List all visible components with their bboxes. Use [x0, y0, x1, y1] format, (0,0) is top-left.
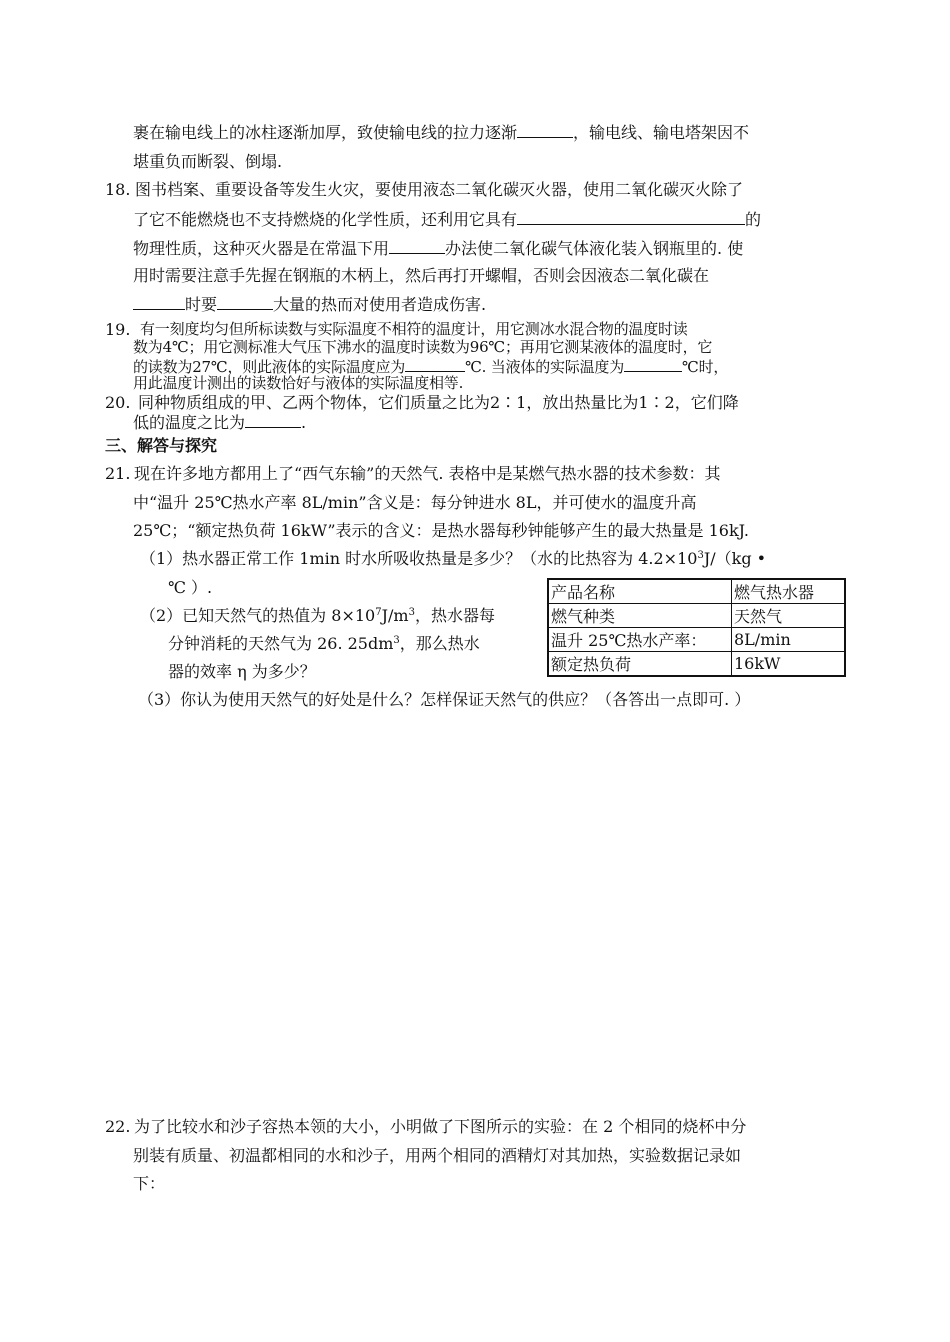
q19-line-2: 数为4℃；用它测标准大气压下沸水的温度时读数为96℃；再用它测某液体的温度时，它	[133, 338, 713, 356]
q20-number: 20.	[105, 393, 131, 412]
q18-line-2: 了它不能燃烧也不支持燃烧的化学性质，还利用它具有 的	[133, 210, 762, 229]
answer-blank[interactable]	[405, 356, 465, 372]
table-row	[548, 652, 845, 677]
answer-blank[interactable]	[245, 412, 301, 428]
q21-part-2-line-3: 器的效率 η 为多少？	[168, 662, 316, 681]
q18-line-5: 时要 大量的热而对使用者造成伤害.	[133, 294, 486, 315]
section-heading: 三、解答与探究	[105, 436, 218, 455]
table-cell: 16kW	[732, 652, 846, 677]
table-row	[548, 604, 845, 628]
q18-number: 18.	[105, 180, 131, 199]
q21-line-1: 现在许多地方都用上了“西气东输”的天然气. 表格中是某燃气热水器的技术参数：其	[134, 464, 721, 483]
table-cell: 温升 25℃热水产率：	[548, 628, 732, 652]
q21-part-2-line-2: 分钟消耗的天然气为 26. $25dm^3$，那么热水	[168, 634, 480, 653]
q17-line-1: 裹在输电线上的冰柱逐渐加厚，致使输电线的拉力逐渐 ，输电线、输电塔架因不	[133, 123, 750, 142]
q22-line-3: 下：	[133, 1174, 166, 1193]
q21-line-3: 25℃；“额定热负荷 16kW”表示的含义：是热水器每秒钟能够产生的最大热量是 16kJ.	[133, 521, 749, 540]
q22-line-1: 为了比较水和沙子容热本领的大小，小明做了下图所示的实验：在 2 个相同的烧杯中分	[134, 1117, 747, 1136]
table-cell: 额定热负荷	[548, 652, 732, 677]
q22-number: 22.	[105, 1117, 131, 1136]
q19-line-1: 有一刻度均匀但所标读数与实际温度不相符的温度计，用它测冰水混合物的温度时读	[140, 320, 688, 338]
q19-line-4: 用此温度计测出的读数恰好与液体的实际温度相等.	[133, 374, 464, 392]
answer-blank[interactable]	[517, 209, 745, 225]
table-cell: 天然气	[732, 604, 846, 628]
q21-part-2-line-1: （2）已知天然气的热值为 $8\times 10^7J/m^3$，热水器每	[140, 606, 495, 625]
table-row	[548, 628, 845, 652]
q18-line-1: 图书档案、重要设备等发生火灾，要使用液态二氧化碳灭火器，使用二氧化碳灭火除了	[135, 180, 744, 199]
table-cell: 燃气种类	[548, 604, 732, 628]
answer-blank[interactable]	[133, 294, 185, 310]
q19-number: 19.	[105, 320, 131, 339]
q21-part-1-cont: ℃ ）.	[168, 578, 213, 597]
q21-line-2: 中“温升 25℃热水产率 8L/min”含义是：每分钟进水 8L，并可使水的温度升高	[133, 493, 697, 512]
table-cell: 产品名称	[548, 579, 732, 604]
q19-line-3: 的读数为27℃，则此液体的实际温度应为 ℃. 当液体的实际温度为 ℃时，	[133, 358, 729, 376]
q18-line-3: 物理性质，这种灭火器是在常温下用 办法使二氧化碳气体液化装入钢瓶里的. 使	[133, 239, 744, 258]
q20-line-2: 低的温度之比为 .	[133, 413, 307, 432]
table-cell: 燃气热水器	[732, 579, 846, 604]
q21-number: 21.	[105, 464, 131, 483]
answer-blank[interactable]	[389, 238, 445, 254]
q17-line-2: 堪重负而断裂、倒塌.	[133, 152, 283, 171]
answer-blank[interactable]	[517, 122, 573, 138]
q21-part-1: （1）热水器正常工作 1min 时水所吸收热量是多少？（水的比热容为 $4.2\times 10^3J/(kg$ •	[140, 549, 767, 568]
answer-blank[interactable]	[217, 294, 273, 310]
spec-table	[547, 578, 846, 677]
q18-line-4: 用时需要注意手先握在钢瓶的木柄上，然后再打开螺帽，否则会因液态二氧化碳在	[133, 266, 710, 285]
q22-line-2: 别装有质量、初温都相同的水和沙子，用两个相同的酒精灯对其加热，实验数据记录如	[133, 1146, 742, 1165]
table-cell: 8L/min	[732, 628, 846, 652]
q20-line-1: 同种物质组成的甲、乙两个物体，它们质量之比为2∶1，放出热量比为1∶2，它们降	[138, 393, 739, 412]
q21-part-3: （3）你认为使用天然气的好处是什么？怎样保证天然气的供应？（各答出一点即可. ）	[138, 690, 751, 709]
answer-blank[interactable]	[624, 356, 682, 372]
table-row	[548, 579, 845, 604]
